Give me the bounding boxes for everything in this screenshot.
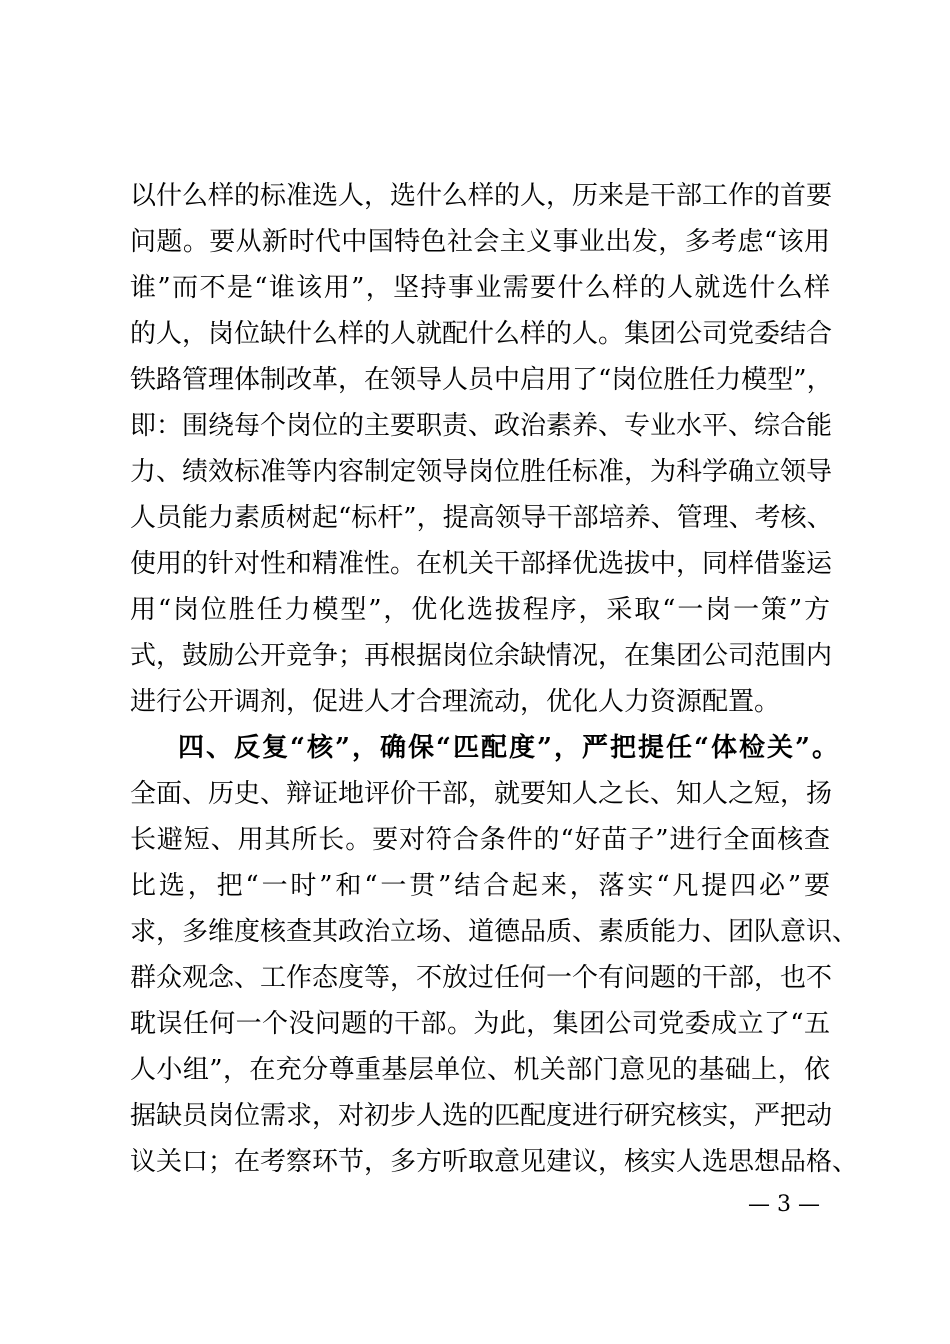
paragraph-2-line: 比选，把“一时”和“一贯”结合起来，落实“凡提四必”要 [130,871,830,901]
paragraph-1-line: 问题。要从新时代中国特色社会主义事业出发，多考虑“该用 [130,227,830,257]
paragraph-2-line: 群众观念、工作态度等，不放过任何一个有问题的干部，也不 [130,963,833,993]
paragraph-2-line: 长避短、用其所长。要对符合条件的“好苗子”进行全面核查 [130,825,830,855]
paragraph-1-line: 铁路管理体制改革，在领导人员中启用了“岗位胜任力模型”， [130,365,833,395]
paragraph-2-line: 据缺员岗位需求，对初步人选的匹配度进行研究核实，严把动 [130,1101,833,1131]
paragraph-1-line: 以什么样的标准选人，选什么样的人，历来是干部工作的首要 [130,181,833,211]
paragraph-1-line: 用“岗位胜任力模型”，优化选拔程序，采取“一岗一策”方 [130,595,830,625]
paragraph-1-line: 人员能力素质树起“标杆”，提高领导干部培养、管理、考核、 [130,503,833,533]
paragraph-2-line: 全面、历史、辩证地评价干部，就要知人之长、知人之短，扬 [130,779,833,809]
paragraph-1-line: 力、绩效标准等内容制定领导岗位胜任标准，为科学确立领导 [130,457,833,487]
paragraph-1-line: 的人，岗位缺什么样的人就配什么样的人。集团公司党委结合 [130,319,833,349]
paragraph-2-line: 耽误任何一个没问题的干部。为此，集团公司党委成立了“五 [130,1009,830,1039]
paragraph-1-line: 使用的针对性和精准性。在机关干部择优选拔中，同样借鉴运 [130,549,833,579]
paragraph-2-line: 议关口；在考察环节，多方听取意见建议，核实人选思想品格、 [130,1147,859,1177]
page-number: — 3 — [748,1192,820,1217]
section-heading: 四、反复“核”，确保“匹配度”，严把提任“体检关”。 [178,733,838,763]
paragraph-1-line: 进行公开调剂，促进人才合理流动，优化人力资源配置。 [130,687,781,717]
paragraph-2-line: 求，多维度核查其政治立场、道德品质、素质能力、团队意识、 [130,917,859,947]
paragraph-2-line: 人小组”，在充分尊重基层单位、机关部门意见的基础上，依 [130,1055,830,1085]
paragraph-1-line: 即：围绕每个岗位的主要职责、政治素养、专业水平、综合能 [130,411,833,441]
paragraph-1-line: 式，鼓励公开竞争；再根据岗位余缺情况，在集团公司范围内 [130,641,833,671]
paragraph-1-line: 谁”而不是“谁该用”，坚持事业需要什么样的人就选什么样 [130,273,830,303]
